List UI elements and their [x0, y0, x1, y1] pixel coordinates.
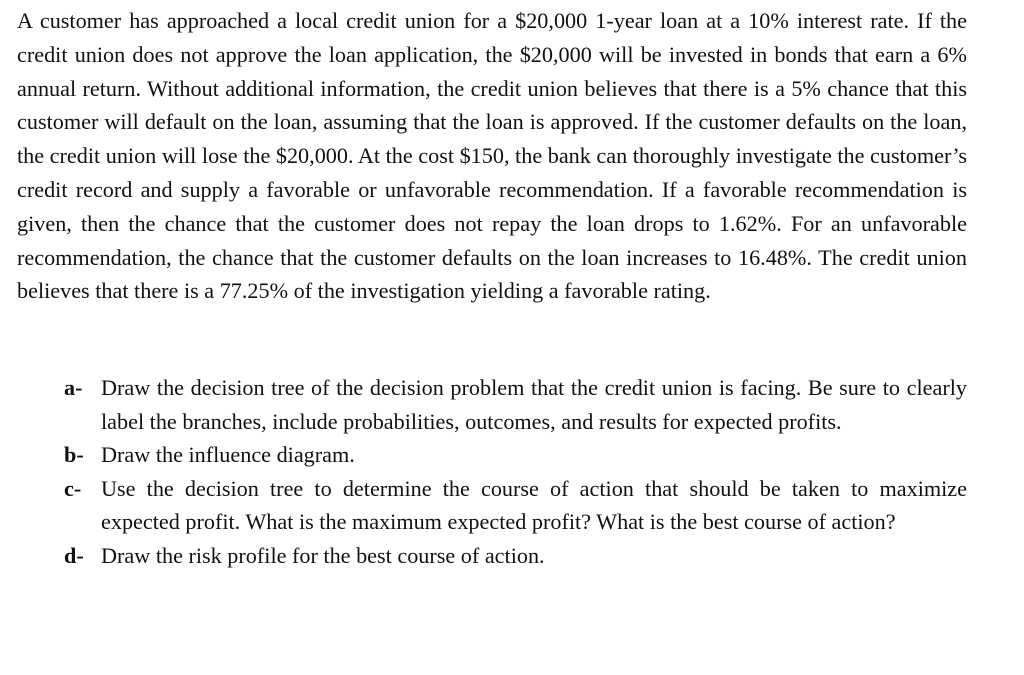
question-c-text: Use the decision tree to determine the course of action that should be taken to maximize expected profit. What is the maximum expected profit? What is the best course of action?: [101, 475, 967, 534]
question-a-label: a-: [64, 375, 83, 400]
question-b-label: b-: [64, 442, 84, 467]
question-b-text: Draw the influence diagram.: [101, 442, 355, 467]
problem-statement: A customer has approached a local credit union for a $20,000 1-year loan at a 10% interest rate. If the credit union does not approve the loan application, the $20,000 will be invested in bonds that earn a 6% annual return. Without additional information, the credit union believes that there is a 5% chance that this customer will default on the loan, assuming that the loan is approved. If the customer defaults on the loan, the credit union will lose the $20,000. At the cost $150, the bank can thoroughly investigate the customer’s credit record and supply a favorable or unfavorable recommendation. If a favorable recommendation is given, then the chance that the customer does not repay the loan drops to 1.62%. For an unfavorable recommendation, the chance that the customer defaults on the loan increases to 16.48%. The credit union believes that there is a 77.25% of the investigation yielding a favorable rating.: [17, 8, 967, 304]
question-a: [64, 371, 967, 438]
question-c-label: c-: [64, 475, 82, 501]
question-a-text: Draw the decision tree of the decision problem that the credit union is facing. Be sure to clearly label the branches, include probabilities, outcomes, and results for expected profits.: [101, 375, 967, 434]
question-d-label: d-: [64, 542, 84, 568]
question-b: [64, 438, 967, 472]
question-list: [64, 371, 967, 572]
question-d: [64, 539, 967, 573]
question-c: [64, 472, 967, 539]
question-d-text: Draw the risk profile for the best course of action.: [101, 542, 545, 568]
